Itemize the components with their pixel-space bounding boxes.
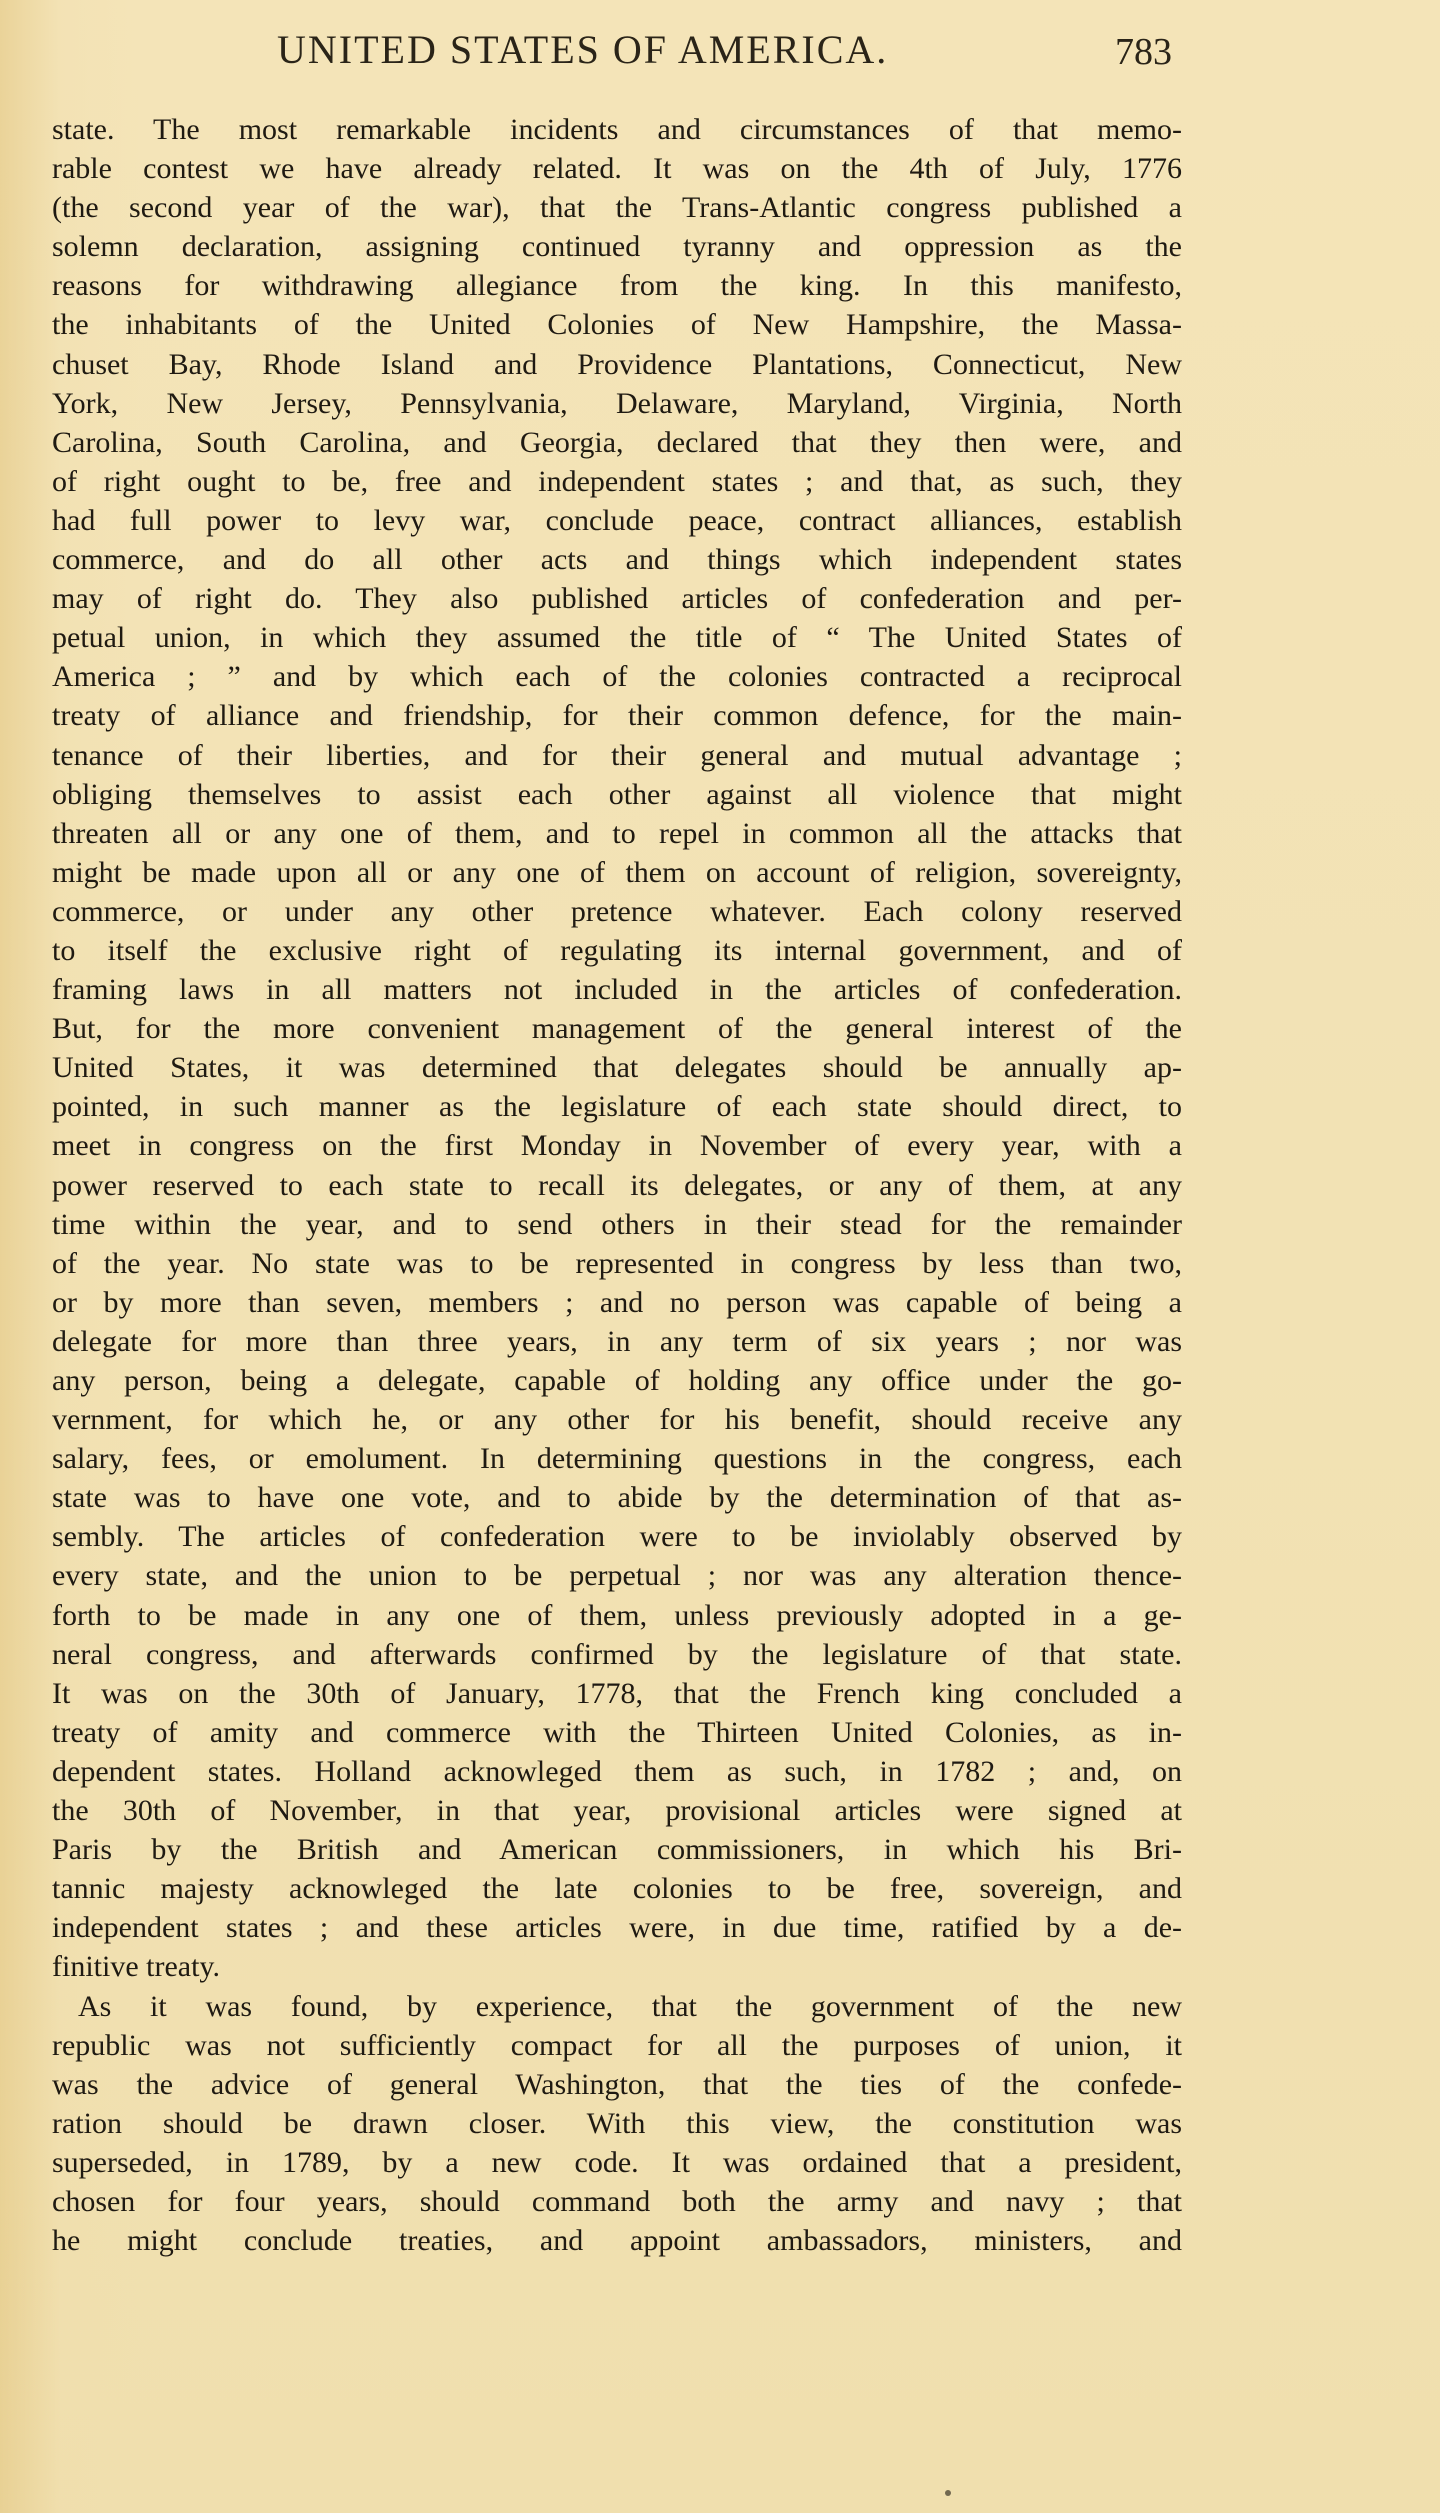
text-line: of the year. No state was to be represented in congress by less than two,: [52, 1246, 1182, 1280]
text-line: to itself the exclusive right of regulating its internal government, and of: [52, 933, 1182, 967]
text-line: rable contest we have already related. It was on the 4th of July, 1776: [52, 152, 1182, 186]
text-line: meet in congress on the first Monday in November of every year, with a: [52, 1129, 1182, 1163]
running-title: UNITED STATES OF AMERICA.: [277, 27, 889, 72]
text-line: petual union, in which they assumed the title of “ The United States of: [52, 621, 1182, 655]
text-line: state was to have one vote, and to abide by the determination of that as-: [52, 1481, 1182, 1515]
text-line: salary, fees, or emolument. In determining questions in the congress, each: [52, 1442, 1182, 1476]
text-line: power reserved to each state to recall its delegates, or any of them, at any: [52, 1168, 1182, 1202]
text-line: delegate for more than three years, in any term of six years ; nor was: [52, 1324, 1182, 1358]
text-line: neral congress, and afterwards confirmed by the legislature of that state.: [52, 1637, 1182, 1671]
text-line: treaty of alliance and friendship, for their common defence, for the main-: [52, 699, 1182, 733]
text-line: (the second year of the war), that the Trans-Atlantic congress published a: [52, 191, 1182, 225]
text-line: threaten all or any one of them, and to repel in common all the attacks that: [52, 816, 1182, 850]
text-line: tenance of their liberties, and for their general and mutual advantage ;: [52, 738, 1182, 772]
text-line: chosen for four years, should command both the army and navy ; that: [52, 2184, 1182, 2218]
text-line: the 30th of November, in that year, provisional articles were signed at: [52, 1794, 1182, 1828]
page-number: 783: [1115, 31, 1172, 73]
text-line: Paris by the British and American commissioners, in which his Bri-: [52, 1833, 1182, 1867]
text-line: he might conclude treaties, and appoint ambassadors, ministers, and: [52, 2224, 1182, 2258]
body-text: [52, 110, 1182, 2260]
text-line: state. The most remarkable incidents and circumstances of that memo-: [52, 113, 1182, 146]
text-line: vernment, for which he, or any other for his benefit, should receive any: [52, 1403, 1182, 1437]
text-line: framing laws in all matters not included in the articles of confederation.: [52, 973, 1182, 1007]
text-line: Carolina, South Carolina, and Georgia, declared that they then were, and: [52, 425, 1182, 459]
text-line: republic was not sufficiently compact for all the purposes of union, it: [52, 2028, 1182, 2062]
text-line: As it was found, by experience, that the government of the new: [78, 1989, 1182, 2023]
text-line: forth to be made in any one of them, unless previously adopted in a ge-: [52, 1598, 1182, 1632]
text-line: any person, being a delegate, capable of holding any office under the go-: [52, 1364, 1182, 1397]
text-line: York, New Jersey, Pennsylvania, Delaware, Maryland, Virginia, North: [52, 386, 1182, 420]
page-header: [52, 26, 1180, 86]
text-line: But, for the more convenient management of the general interest of the: [52, 1012, 1182, 1046]
text-line: America ; ” and by which each of the colonies contracted a reciprocal: [52, 660, 1182, 694]
text-line: United States, it was determined that delegates should be annually ap-: [52, 1051, 1182, 1085]
text-line: dependent states. Holland acknowleged them as such, in 1782 ; and, on: [52, 1754, 1182, 1788]
text-line: solemn declaration, assigning continued tyranny and oppression as the: [52, 230, 1182, 264]
text-line: superseded, in 1789, by a new code. It was ordained that a president,: [52, 2145, 1182, 2179]
text-line: tannic majesty acknowleged the late colonies to be free, sovereign, and: [52, 1872, 1182, 1906]
text-line: finitive treaty.: [52, 1950, 220, 1984]
ink-speck: [945, 2490, 951, 2496]
text-line: chuset Bay, Rhode Island and Providence Plantations, Connecticut, New: [52, 347, 1182, 381]
text-line: of right ought to be, free and independent states ; and that, as such, they: [52, 464, 1182, 498]
text-line: reasons for withdrawing allegiance from the king. In this manifesto,: [52, 269, 1182, 303]
text-line: independent states ; and these articles were, in due time, ratified by a de-: [52, 1911, 1182, 1945]
text-line: pointed, in such manner as the legislature of each state should direct, to: [52, 1090, 1182, 1124]
text-line: every state, and the union to be perpetual ; nor was any alteration thence-: [52, 1559, 1182, 1593]
text-line: may of right do. They also published articles of confederation and per-: [52, 582, 1182, 616]
text-line: might be made upon all or any one of them on account of religion, sovereignty,: [52, 855, 1182, 889]
text-line: ration should be drawn closer. With this view, the constitution was: [52, 2106, 1182, 2140]
text-line: obliging themselves to assist each other against all violence that might: [52, 777, 1182, 811]
text-line: had full power to levy war, conclude peace, contract alliances, establish: [52, 503, 1182, 537]
text-line: commerce, and do all other acts and things which independent states: [52, 543, 1182, 577]
text-line: or by more than seven, members ; and no person was capable of being a: [52, 1285, 1182, 1319]
text-line: commerce, or under any other pretence whatever. Each colony reserved: [52, 894, 1182, 928]
text-line: was the advice of general Washington, that the ties of the confede-: [52, 2067, 1182, 2101]
text-line: time within the year, and to send others in their stead for the remainder: [52, 1207, 1182, 1241]
text-line: It was on the 30th of January, 1778, that the French king concluded a: [52, 1676, 1182, 1710]
text-line: treaty of amity and commerce with the Thirteen United Colonies, as in-: [52, 1715, 1182, 1749]
text-line: sembly. The articles of confederation were to be inviolably observed by: [52, 1520, 1182, 1554]
text-line: the inhabitants of the United Colonies of New Hampshire, the Massa-: [52, 308, 1182, 342]
